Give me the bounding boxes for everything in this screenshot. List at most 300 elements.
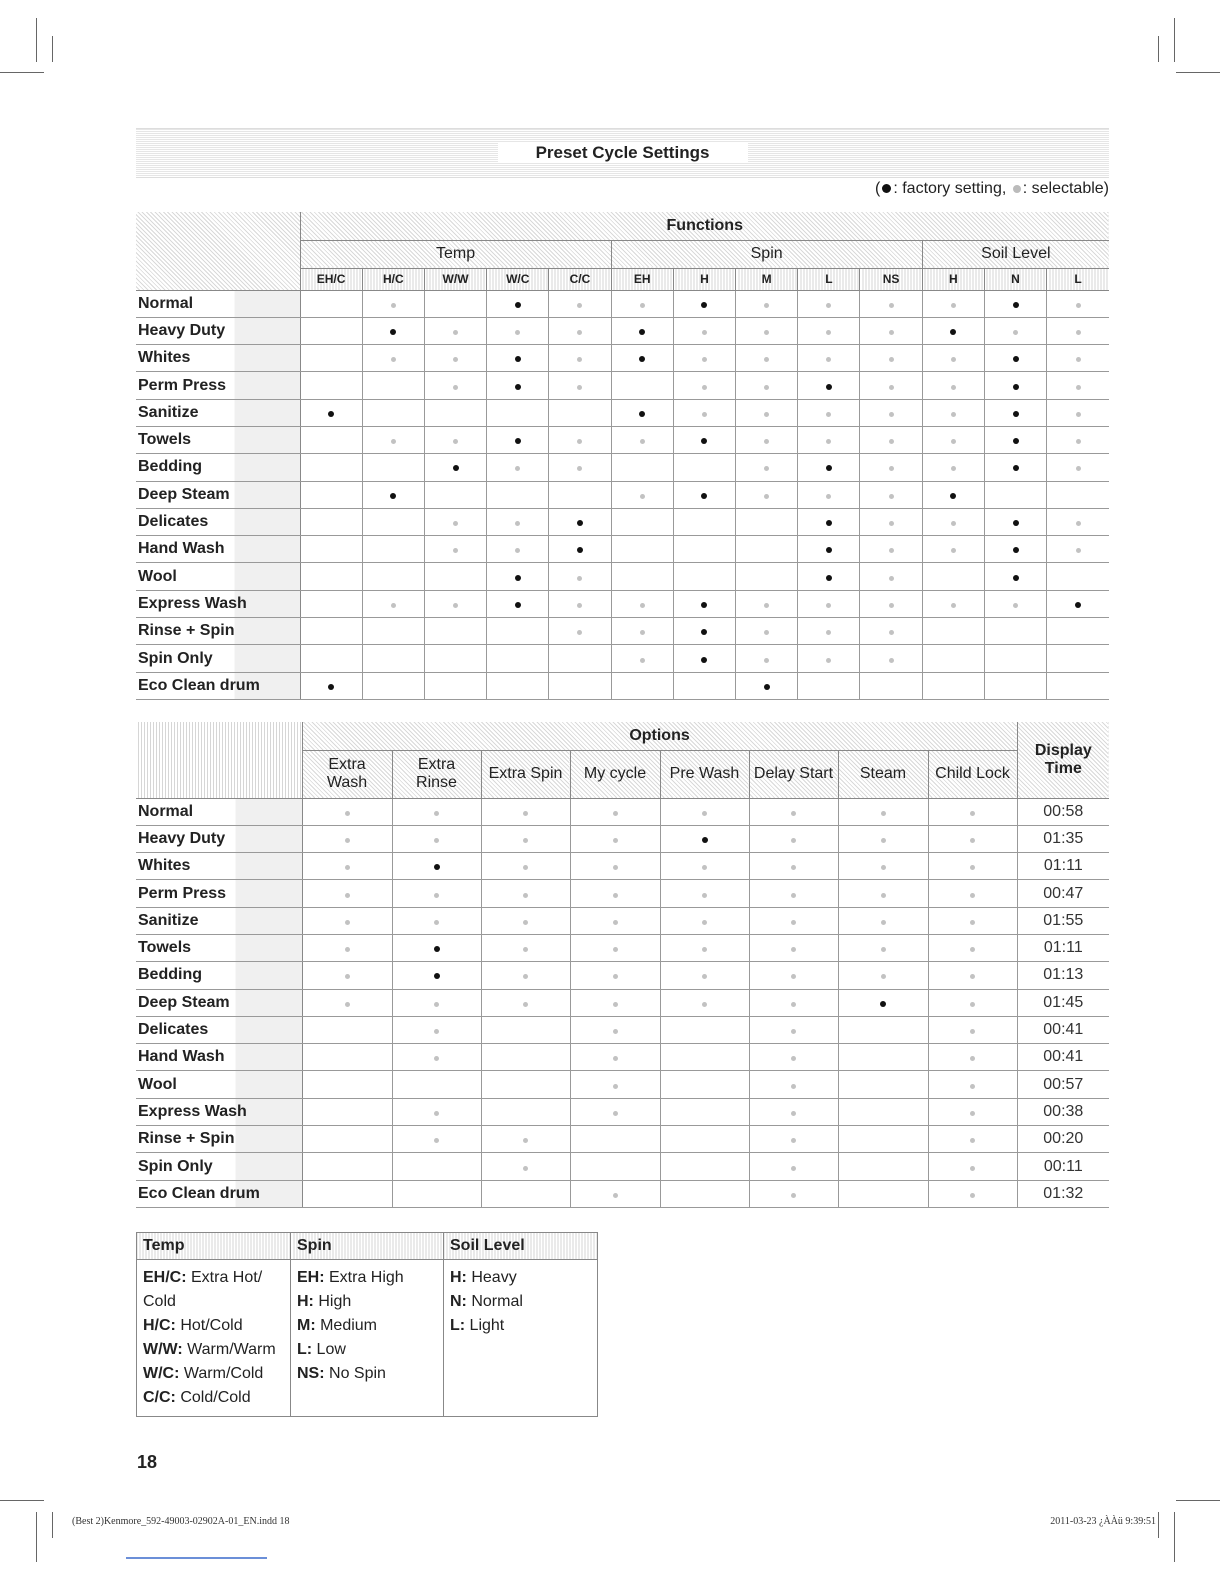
option-cell — [481, 1044, 570, 1071]
setting-cell — [798, 426, 860, 453]
crop-mark — [36, 1512, 37, 1562]
selectable-dot-icon — [345, 865, 350, 870]
selectable-dot-icon — [1013, 185, 1021, 193]
setting-cell — [922, 672, 984, 699]
option-cell — [838, 1044, 928, 1071]
setting-cell — [487, 399, 549, 426]
setting-cell — [549, 618, 611, 645]
option-header-line: Pre Wash — [669, 765, 740, 782]
key-meaning: Hot/Cold — [175, 1317, 243, 1334]
setting-cell — [673, 481, 735, 508]
key-line — [143, 1338, 284, 1362]
selectable-dot-icon — [434, 1138, 439, 1143]
selectable-dot-icon — [453, 385, 458, 390]
factory-setting-dot-icon — [950, 329, 956, 335]
setting-cell — [736, 618, 798, 645]
factory-setting-dot-icon — [701, 493, 707, 499]
setting-cell — [362, 645, 424, 672]
option-cell — [749, 1098, 838, 1125]
selectable-dot-icon — [577, 576, 582, 581]
selectable-dot-icon — [889, 412, 894, 417]
setting-cell — [736, 317, 798, 344]
setting-cell — [673, 454, 735, 481]
table-row — [136, 454, 1109, 481]
selectable-dot-icon — [640, 603, 645, 608]
option-cell — [838, 1098, 928, 1125]
table-row — [136, 563, 1109, 590]
key-abbreviation: C/C: — [143, 1389, 176, 1406]
functions-header: Functions — [300, 212, 1109, 240]
option-cell — [928, 1180, 1017, 1207]
setting-cell — [860, 672, 922, 699]
setting-cell — [424, 536, 486, 563]
table-row — [136, 853, 1109, 880]
setting-cell — [860, 426, 922, 453]
factory-setting-dot-icon — [328, 411, 334, 417]
selectable-dot-icon — [764, 385, 769, 390]
crop-mark — [1176, 72, 1220, 73]
abbreviation-key — [136, 1232, 598, 1417]
selectable-dot-icon — [1076, 439, 1081, 444]
setting-cell — [922, 590, 984, 617]
selectable-dot-icon — [951, 439, 956, 444]
factory-setting-dot-icon — [390, 329, 396, 335]
option-cell — [481, 962, 570, 989]
table-row — [136, 536, 1109, 563]
setting-cell — [300, 590, 362, 617]
setting-cell — [798, 536, 860, 563]
selectable-dot-icon — [577, 330, 582, 335]
option-cell — [928, 934, 1017, 961]
selectable-dot-icon — [523, 865, 528, 870]
setting-cell — [1047, 481, 1109, 508]
option-column-header — [660, 750, 749, 798]
selectable-dot-icon — [889, 521, 894, 526]
option-cell — [928, 1153, 1017, 1180]
setting-cell — [1047, 399, 1109, 426]
key-line — [297, 1290, 437, 1314]
setting-cell — [1047, 672, 1109, 699]
setting-cell — [984, 345, 1046, 372]
function-column-header: W/C — [487, 268, 549, 290]
setting-cell — [860, 508, 922, 535]
option-header-line: Rinse — [416, 774, 457, 791]
key-line — [143, 1314, 284, 1338]
table-row — [136, 645, 1109, 672]
key-meaning: Normal — [466, 1293, 523, 1310]
function-column-header: C/C — [549, 268, 611, 290]
setting-cell — [736, 426, 798, 453]
setting-cell — [736, 590, 798, 617]
option-cell — [570, 825, 660, 852]
selectable-dot-icon — [970, 974, 975, 979]
setting-cell — [984, 618, 1046, 645]
option-cell — [749, 1016, 838, 1043]
option-cell — [481, 853, 570, 880]
selectable-dot-icon — [826, 658, 831, 663]
setting-cell — [860, 454, 922, 481]
option-cell — [660, 1153, 749, 1180]
crop-mark — [0, 72, 44, 73]
option-cell — [481, 1016, 570, 1043]
selectable-dot-icon — [523, 838, 528, 843]
option-cell — [392, 1098, 481, 1125]
setting-cell — [673, 426, 735, 453]
option-column-header — [749, 750, 838, 798]
selectable-dot-icon — [889, 494, 894, 499]
cycle-name: Bedding — [136, 962, 302, 989]
setting-cell — [300, 645, 362, 672]
selectable-dot-icon — [523, 947, 528, 952]
factory-setting-dot-icon — [1013, 575, 1019, 581]
setting-cell — [922, 345, 984, 372]
selectable-dot-icon — [826, 630, 831, 635]
setting-cell — [860, 345, 922, 372]
selectable-dot-icon — [613, 1084, 618, 1089]
setting-cell — [984, 508, 1046, 535]
factory-setting-dot-icon — [701, 302, 707, 308]
selectable-dot-icon — [613, 1056, 618, 1061]
selectable-dot-icon — [970, 1029, 975, 1034]
selectable-dot-icon — [764, 603, 769, 608]
crop-mark — [1174, 18, 1175, 62]
display-time-value: 01:55 — [1017, 907, 1109, 934]
setting-cell — [860, 372, 922, 399]
factory-setting-dot-icon — [434, 946, 440, 952]
selectable-dot-icon — [889, 466, 894, 471]
setting-cell — [424, 426, 486, 453]
selectable-dot-icon — [434, 1056, 439, 1061]
display-time-value: 01:11 — [1017, 853, 1109, 880]
setting-cell — [1047, 508, 1109, 535]
setting-cell — [1047, 563, 1109, 590]
setting-cell — [362, 618, 424, 645]
option-cell — [928, 989, 1017, 1016]
cycle-name: Hand Wash — [136, 1044, 302, 1071]
option-cell — [838, 1153, 928, 1180]
option-cell — [302, 853, 392, 880]
setting-cell — [549, 426, 611, 453]
setting-cell — [736, 345, 798, 372]
key-line — [297, 1338, 437, 1362]
selectable-dot-icon — [970, 1111, 975, 1116]
setting-cell — [362, 454, 424, 481]
cycle-name: Delicates — [136, 1016, 302, 1043]
setting-cell — [736, 508, 798, 535]
option-cell — [749, 989, 838, 1016]
selectable-dot-icon — [613, 1002, 618, 1007]
page-title: Preset Cycle Settings — [498, 143, 748, 163]
setting-cell — [798, 454, 860, 481]
key-abbreviation: L: — [450, 1317, 466, 1334]
selectable-dot-icon — [970, 947, 975, 952]
selectable-dot-icon — [826, 603, 831, 608]
table-row — [136, 1098, 1109, 1125]
setting-cell — [611, 590, 673, 617]
option-cell — [660, 853, 749, 880]
setting-cell — [1047, 590, 1109, 617]
setting-cell — [1047, 618, 1109, 645]
option-column-header — [392, 750, 481, 798]
option-cell — [749, 962, 838, 989]
option-cell — [570, 1071, 660, 1098]
selectable-dot-icon — [970, 1138, 975, 1143]
setting-cell — [736, 399, 798, 426]
cycle-name: Sanitize — [136, 907, 302, 934]
setting-cell — [549, 672, 611, 699]
setting-cell — [922, 290, 984, 317]
setting-cell — [1047, 372, 1109, 399]
selectable-dot-icon — [434, 1111, 439, 1116]
key-abbreviation: W/C: — [143, 1365, 180, 1382]
cycle-name: Towels — [136, 934, 302, 961]
selectable-dot-icon — [791, 947, 796, 952]
key-line — [143, 1362, 284, 1386]
selectable-dot-icon — [951, 357, 956, 362]
setting-cell — [922, 399, 984, 426]
selectable-dot-icon — [889, 357, 894, 362]
option-cell — [660, 962, 749, 989]
setting-cell — [798, 672, 860, 699]
selectable-dot-icon — [970, 1056, 975, 1061]
cycle-name: Heavy Duty — [136, 825, 302, 852]
selectable-dot-icon — [523, 1166, 528, 1171]
setting-cell — [1047, 454, 1109, 481]
option-cell — [481, 1153, 570, 1180]
setting-cell — [300, 426, 362, 453]
option-cell — [660, 934, 749, 961]
selectable-dot-icon — [1076, 521, 1081, 526]
setting-cell — [798, 618, 860, 645]
option-cell — [928, 962, 1017, 989]
setting-cell — [362, 590, 424, 617]
key-spin-list — [291, 1260, 444, 1417]
key-abbreviation: H: — [297, 1293, 314, 1310]
display-time-value: 00:47 — [1017, 880, 1109, 907]
selectable-dot-icon — [453, 521, 458, 526]
selectable-dot-icon — [764, 630, 769, 635]
option-cell — [302, 1044, 392, 1071]
selectable-dot-icon — [453, 603, 458, 608]
setting-cell — [798, 345, 860, 372]
setting-cell — [673, 672, 735, 699]
selectable-dot-icon — [523, 1002, 528, 1007]
selectable-dot-icon — [434, 838, 439, 843]
selectable-dot-icon — [702, 811, 707, 816]
factory-setting-dot-icon — [577, 520, 583, 526]
table-row — [136, 317, 1109, 344]
key-abbreviation: L: — [297, 1341, 313, 1358]
table-row — [136, 1071, 1109, 1098]
setting-cell — [300, 372, 362, 399]
key-soil-list — [444, 1260, 598, 1417]
selectable-dot-icon — [951, 385, 956, 390]
setting-cell — [984, 317, 1046, 344]
key-temp-list — [137, 1260, 291, 1417]
selectable-dot-icon — [434, 811, 439, 816]
display-time-value: 00:57 — [1017, 1071, 1109, 1098]
blue-underline — [126, 1557, 267, 1559]
setting-cell — [736, 645, 798, 672]
table-row — [136, 962, 1109, 989]
display-time-value: 01:13 — [1017, 962, 1109, 989]
selectable-dot-icon — [613, 920, 618, 925]
options-table — [136, 722, 1109, 1208]
option-cell — [481, 907, 570, 934]
key-abbreviation: NS: — [297, 1365, 325, 1382]
selectable-dot-icon — [970, 1084, 975, 1089]
option-cell — [392, 962, 481, 989]
setting-cell — [922, 645, 984, 672]
cycle-name: Normal — [136, 290, 300, 317]
key-abbreviation: EH: — [297, 1269, 325, 1286]
selectable-dot-icon — [453, 330, 458, 335]
cycle-name: Sanitize — [136, 399, 300, 426]
option-cell — [481, 989, 570, 1016]
function-column-header: EH/C — [300, 268, 362, 290]
selectable-dot-icon — [434, 1029, 439, 1034]
selectable-dot-icon — [791, 1056, 796, 1061]
option-cell — [302, 1153, 392, 1180]
key-header-temp: Temp — [137, 1233, 291, 1260]
selectable-dot-icon — [702, 412, 707, 417]
option-cell — [481, 880, 570, 907]
selectable-dot-icon — [791, 920, 796, 925]
option-cell — [660, 1180, 749, 1207]
setting-cell — [611, 618, 673, 645]
setting-cell — [487, 454, 549, 481]
factory-setting-dot-icon — [950, 493, 956, 499]
selectable-dot-icon — [577, 303, 582, 308]
key-line — [297, 1314, 437, 1338]
option-cell — [392, 934, 481, 961]
option-cell — [481, 1071, 570, 1098]
option-header-line: Extra — [417, 756, 456, 773]
selectable-dot-icon — [577, 630, 582, 635]
key-meaning: Extra Hot/ Cold — [143, 1269, 263, 1310]
option-cell — [838, 1071, 928, 1098]
function-column-header: L — [798, 268, 860, 290]
setting-cell — [300, 481, 362, 508]
option-cell — [570, 1016, 660, 1043]
setting-cell — [611, 508, 673, 535]
selectable-dot-icon — [970, 811, 975, 816]
selectable-dot-icon — [577, 466, 582, 471]
setting-cell — [362, 317, 424, 344]
table-row — [136, 290, 1109, 317]
option-cell — [928, 1044, 1017, 1071]
setting-cell — [673, 290, 735, 317]
selectable-dot-icon — [613, 1029, 618, 1034]
factory-setting-dot-icon — [1013, 520, 1019, 526]
setting-cell — [300, 508, 362, 535]
setting-cell — [798, 563, 860, 590]
cycle-name: Eco Clean drum — [136, 1180, 302, 1207]
selectable-dot-icon — [453, 548, 458, 553]
selectable-dot-icon — [434, 893, 439, 898]
option-cell — [302, 1126, 392, 1153]
factory-setting-dot-icon — [515, 302, 521, 308]
option-cell — [838, 962, 928, 989]
selectable-dot-icon — [523, 811, 528, 816]
option-cell — [570, 880, 660, 907]
selectable-dot-icon — [881, 893, 886, 898]
selectable-dot-icon — [1076, 385, 1081, 390]
setting-cell — [362, 536, 424, 563]
setting-cell — [984, 372, 1046, 399]
selectable-dot-icon — [889, 385, 894, 390]
option-cell — [749, 853, 838, 880]
crop-mark — [52, 36, 53, 62]
display-time-value: 00:20 — [1017, 1126, 1109, 1153]
selectable-dot-icon — [391, 303, 396, 308]
setting-cell — [424, 454, 486, 481]
selectable-dot-icon — [764, 412, 769, 417]
key-line — [450, 1290, 591, 1314]
function-column-header: H/C — [362, 268, 424, 290]
crop-mark — [0, 1500, 44, 1501]
setting-cell — [300, 618, 362, 645]
option-cell — [838, 825, 928, 852]
option-cell — [302, 989, 392, 1016]
setting-cell — [922, 481, 984, 508]
setting-cell — [487, 645, 549, 672]
selectable-dot-icon — [577, 439, 582, 444]
key-abbreviation: H/C: — [143, 1317, 176, 1334]
key-meaning: Extra High — [324, 1269, 404, 1286]
table-row — [136, 825, 1109, 852]
selectable-dot-icon — [970, 1002, 975, 1007]
crop-mark — [36, 18, 37, 62]
table-row — [136, 934, 1109, 961]
setting-cell — [673, 508, 735, 535]
function-column-header: H — [673, 268, 735, 290]
selectable-dot-icon — [523, 920, 528, 925]
option-cell — [838, 907, 928, 934]
option-cell — [928, 880, 1017, 907]
factory-setting-dot-icon — [701, 657, 707, 663]
selectable-dot-icon — [951, 303, 956, 308]
setting-cell — [487, 290, 549, 317]
setting-cell — [362, 563, 424, 590]
selectable-dot-icon — [702, 893, 707, 898]
factory-setting-dot-icon — [1013, 438, 1019, 444]
option-cell — [302, 798, 392, 825]
setting-cell — [611, 481, 673, 508]
setting-cell — [549, 372, 611, 399]
setting-cell — [424, 590, 486, 617]
selectable-dot-icon — [826, 303, 831, 308]
setting-cell — [798, 508, 860, 535]
selectable-dot-icon — [889, 630, 894, 635]
option-cell — [392, 1016, 481, 1043]
function-group-header: Temp — [300, 240, 611, 268]
setting-cell — [736, 672, 798, 699]
setting-cell — [300, 399, 362, 426]
setting-cell — [362, 426, 424, 453]
setting-cell — [549, 508, 611, 535]
option-column-header — [928, 750, 1017, 798]
selectable-dot-icon — [889, 548, 894, 553]
setting-cell — [673, 536, 735, 563]
setting-cell — [984, 399, 1046, 426]
setting-cell — [922, 508, 984, 535]
selectable-dot-icon — [951, 521, 956, 526]
setting-cell — [487, 563, 549, 590]
setting-cell — [549, 563, 611, 590]
setting-cell — [424, 508, 486, 535]
selectable-dot-icon — [613, 974, 618, 979]
